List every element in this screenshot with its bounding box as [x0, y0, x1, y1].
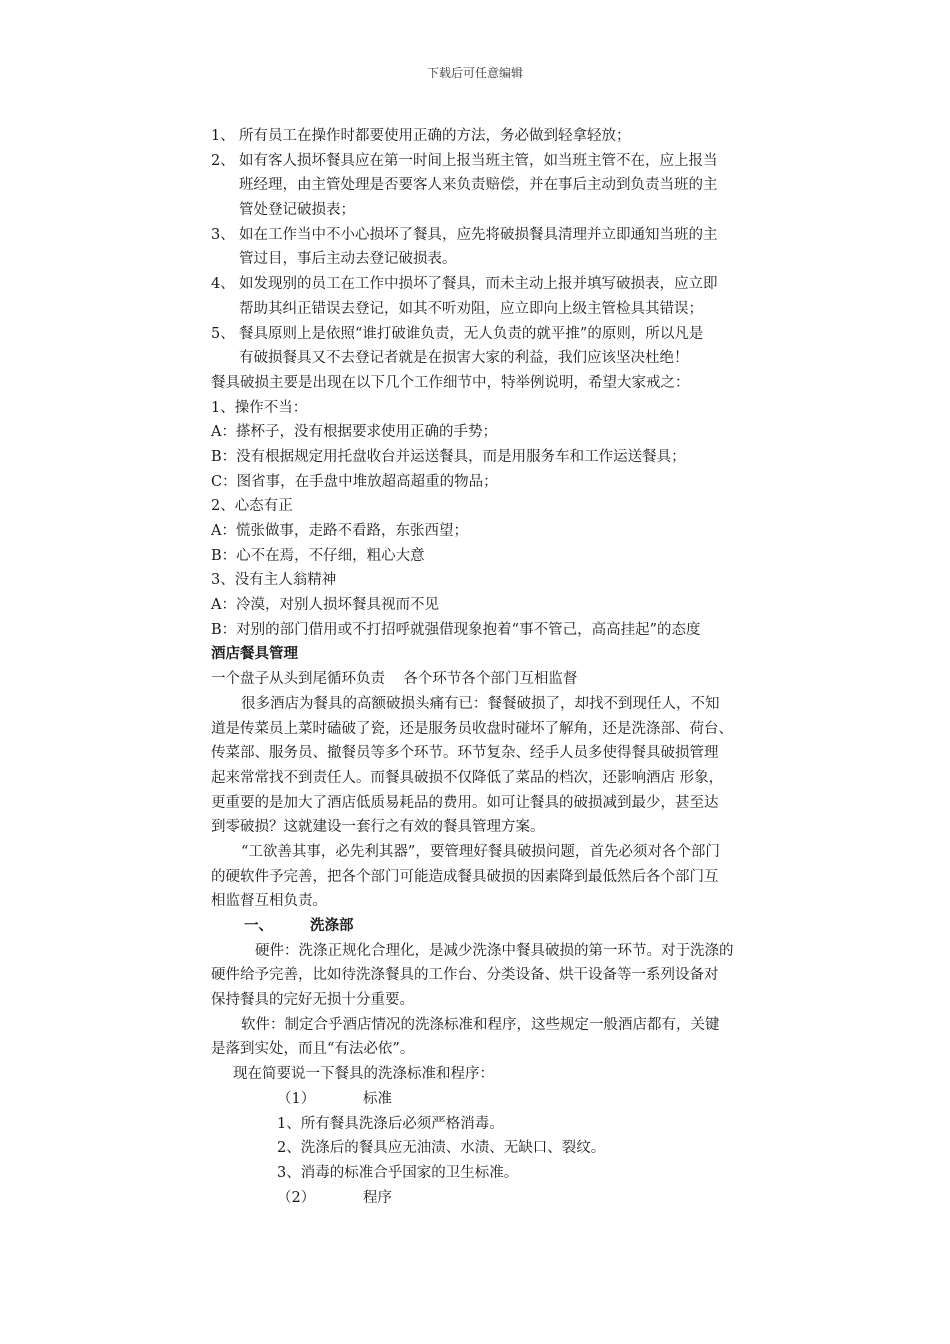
- causes-line: 3、没有主人翁精神: [211, 572, 337, 589]
- software-paragraph: [211, 1013, 811, 1062]
- rule-item: [211, 272, 811, 321]
- standard-item: 3、消毒的标准合乎国家的卫生标准。: [277, 1164, 519, 1181]
- rule-number: 3、: [211, 226, 235, 243]
- paragraph-line: 起来常常找不到责任人。而餐具破损不仅降低了菜品的档次，还影响酒店 形象，: [211, 769, 724, 786]
- rule-line: 管过目，事后主动去登记破损表。: [239, 251, 457, 268]
- causes-line: B：对别的部门借用或不打招呼就强借现象抱着“事不管己，高高挂起”的态度: [211, 621, 701, 638]
- paragraph-line: 到零破损？这就建设一套行之有效的餐具管理方案。: [211, 819, 545, 836]
- rule-line: 有破损餐具又不去登记者就是在损害大家的利益，我们应该坚决杜绝！: [239, 350, 689, 367]
- section-subtitle: 一个盘子从头到尾循环负责 各个环节各个部门互相监督: [211, 671, 578, 688]
- paragraph-line: 相监督互相负责。: [211, 893, 327, 910]
- section-heading-washing: [211, 914, 811, 939]
- paragraph-line: 更重要的是加大了酒店低质易耗品的费用。如可让餐具的破损减到最少，甚至达: [211, 794, 719, 811]
- subheading-standard: [211, 1087, 811, 1112]
- section-title: 酒店餐具管理: [211, 645, 298, 663]
- rule-item: [211, 124, 811, 149]
- procedure-intro: 现在简要说一下餐具的洗涤标准和程序：: [233, 1066, 494, 1083]
- causes-line: A：搽杯子，没有根据要求使用正确的手势；: [211, 424, 497, 441]
- section-heading-text: 洗涤部: [310, 917, 354, 934]
- rule-number: 1、: [211, 128, 235, 144]
- document-body: [211, 124, 811, 1210]
- causes-line: B：没有根据规定用托盘收台并运送餐具，而是用服务车和工作运送餐具；: [211, 448, 686, 465]
- page-header: 下载后可任意编辑: [426, 66, 523, 80]
- subheading-text: 程序: [363, 1189, 392, 1206]
- rules-list: [211, 124, 811, 371]
- paragraph-line: 是落到实处，而且“有法必依”。: [211, 1041, 415, 1058]
- paragraph-line: 传菜部、服务员、撤餐员等多个环节。环节复杂、经手人员多使得餐具破损管理: [211, 745, 719, 762]
- rule-line: 所有员工在操作时都要使用正确的方法，务必做到轻拿轻放；: [239, 128, 631, 144]
- tools-paragraph: [211, 840, 811, 914]
- paragraph-line: 软件：制定合乎酒店情况的洗涤标准和程序，这些规定一般酒店都有，关键: [241, 1016, 720, 1033]
- rule-line: 班经理，由主管处理是否要客人来负责赔偿，并在事后主动到负责当班的主: [239, 177, 718, 194]
- paragraph-line: 道是传菜员上菜时磕破了瓷，还是服务员收盘时碰坏了解角，还是洗涤部、荷台、: [211, 720, 733, 737]
- rule-number: 5、: [211, 325, 235, 342]
- rule-line: 如在工作当中不小心损坏了餐具，应先将破损餐具清理并立即通知当班的主: [239, 226, 718, 243]
- subheading-number: （1）: [277, 1090, 316, 1107]
- standard-item: 2、洗涤后的餐具应无油渍、水渍、无缺口、裂纹。: [277, 1140, 606, 1157]
- rule-line: 如发现别的员工在工作中损坏了餐具，而未主动上报并填写破损表，应立即: [239, 276, 718, 293]
- subheading-number: （2）: [277, 1189, 316, 1206]
- subheading-procedure: [211, 1186, 811, 1211]
- causes-line: B：心不在焉，不仔细，粗心大意: [211, 547, 425, 564]
- causes-list: [211, 371, 811, 643]
- causes-line: A：慌张做事，走路不看路，东张西望；: [211, 523, 468, 539]
- paragraph-line: “工欲善其事，必先利其器”，要管理好餐具破损问题，首先必须对各个部门: [241, 843, 720, 860]
- causes-line: 1、操作不当：: [211, 399, 308, 416]
- hardware-paragraph: [211, 939, 811, 1013]
- paragraph-line: 硬件：洗涤正规化合理化，是减少洗涤中餐具破损的第一环节。对于洗涤的: [255, 942, 734, 959]
- intro-paragraph: [211, 692, 811, 840]
- paragraph-line: 保持餐具的完好无损十分重要。: [211, 992, 414, 1009]
- rule-item: [211, 322, 811, 371]
- standard-item: 1、所有餐具洗涤后必须严格消毒。: [277, 1115, 504, 1132]
- paragraph-line: 的硬软件予完善，把各个部门可能造成餐具破损的因素降到最低然后各个部门互: [211, 868, 719, 885]
- causes-line: C：图省事，在手盘中堆放超高超重的物品；: [211, 473, 498, 490]
- section-number: 一、: [244, 917, 273, 934]
- causes-line: 2、心态有正: [211, 498, 293, 515]
- causes-line: A：冷漠，对别人损坏餐具视而不见: [211, 597, 439, 614]
- rule-line: 帮助其纠正错误去登记，如其不听劝阻，应立即向上级主管检具其错误；: [239, 300, 703, 317]
- rule-number: 4、: [211, 276, 235, 293]
- paragraph-line: 很多酒店为餐具的高额破损头痛有已：餐餐破损了，却找不到现任人，不知: [241, 695, 720, 712]
- rule-line: 如有客人损坏餐具应在第一时间上报当班主管，如当班主管不在，应上报当: [239, 152, 718, 169]
- paragraph-line: 硬件给予完善，比如待洗涤餐具的工作台、分类设备、烘干设备等一系列设备对: [211, 967, 719, 984]
- causes-line: 餐具破损主要是出现在以下几个工作细节中，特举例说明，希望大家戒之：: [211, 374, 690, 391]
- rule-item: [211, 223, 811, 272]
- rule-number: 2、: [211, 152, 235, 169]
- rule-line: 管处登记破损表；: [239, 202, 355, 219]
- subheading-text: 标准: [363, 1090, 392, 1107]
- rule-item: [211, 149, 811, 223]
- rule-line: 餐具原则上是依照“谁打破谁负责，无人负责的就平推”的原则，所以凡是: [239, 325, 704, 342]
